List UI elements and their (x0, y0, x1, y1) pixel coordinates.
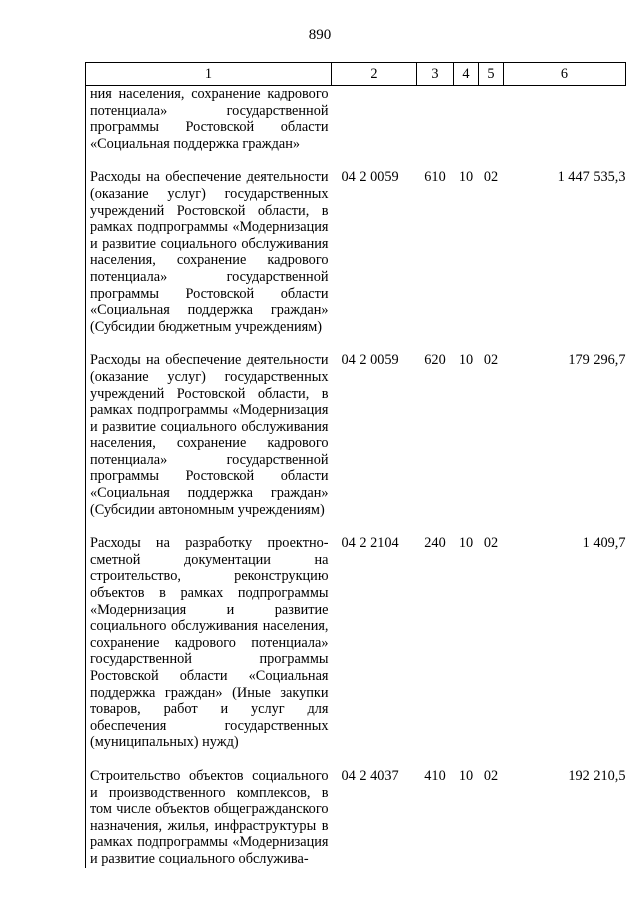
row-spacer (86, 152, 332, 169)
row-target-code: 04 2 2104 (341, 535, 399, 552)
row-expense-type (417, 86, 454, 153)
column-header-4: 4 (454, 63, 479, 86)
row-description: Расходы на разработку проектно-сметной документации на строительство, реконструкцию объектов в рамках подпрограммы «Модернизация и развитие социального обслуживания населения, сохранение кадрового потенциала» государственной программы Ростовской области «Социальная поддержка граждан» (Иные закупки товаров, работ и услуг для обеспечения государственных (муниципальных) нужд) (86, 535, 332, 751)
row-amount: 1 409,7 (582, 535, 626, 552)
row-amount: 1 447 535,3 (557, 169, 626, 186)
row-spacer (86, 335, 332, 352)
table-row (86, 768, 626, 868)
column-header-2: 2 (332, 63, 417, 86)
row-expense-type: 240 (424, 535, 446, 552)
row-description: Расходы на обеспечение деятельности (оказание услуг) государственных учреждений Ростовской области, в рамках подпрограммы «Модернизация и развитие социального обслуживания населения, сохранение кадрового потенциала» государственной программы Ростовской области «Социальная поддержка граждан» (Субсидии бюджетным учреждениям) (86, 169, 332, 335)
row-description: Расходы на обеспечение деятельности (оказание услуг) государственных учреждений Ростовской области, в рамках подпрограммы «Модернизация и развитие социального обслуживания населения, сохранение кадрового потенциала» государственной программы Ростовской области «Социальная поддержка граждан» (Субсидии автономным учреждениям) (86, 352, 332, 518)
row-target-code: 04 2 0059 (341, 352, 399, 369)
table-row (86, 169, 626, 335)
budget-table (85, 62, 626, 868)
row-section (454, 86, 479, 153)
column-header-1: 1 (86, 63, 332, 86)
row-section: 10 (458, 169, 474, 186)
column-header-5: 5 (479, 63, 504, 86)
row-spacer (86, 751, 332, 768)
row-subsection: 02 (483, 352, 499, 369)
row-description: Строительство объектов социального и производственного комплексов, в том числе объектов общегражданского назначения, жилья, инфраструктуры в рамках подпрограммы «Модернизация и развитие социального обслужива- (86, 768, 332, 868)
row-amount (504, 86, 626, 153)
row-subsection: 02 (483, 767, 499, 784)
table-row (86, 352, 626, 518)
table-row (86, 86, 626, 153)
row-subsection: 02 (483, 535, 499, 552)
table-header-row (86, 63, 626, 86)
column-header-3: 3 (417, 63, 454, 86)
row-section: 10 (458, 535, 474, 552)
row-amount: 179 296,7 (568, 352, 626, 369)
table-row (86, 535, 626, 751)
column-header-6: 6 (504, 63, 626, 86)
row-expense-type: 410 (424, 767, 446, 784)
row-target-code: 04 2 0059 (341, 169, 399, 186)
row-expense-type: 610 (424, 169, 446, 186)
row-subsection (479, 86, 504, 153)
row-section: 10 (458, 767, 474, 784)
row-description: ния населения, сохранение кадрового потенциала» государственной программы Ростовской области «Социальная поддержка граждан» (86, 86, 332, 153)
row-expense-type: 620 (424, 352, 446, 369)
row-target-code: 04 2 4037 (341, 767, 399, 784)
page-number: 890 (308, 27, 332, 43)
row-subsection: 02 (483, 169, 499, 186)
row-section: 10 (458, 352, 474, 369)
row-target-code (332, 86, 417, 153)
row-spacer (86, 518, 332, 535)
row-amount: 192 210,5 (568, 767, 626, 784)
